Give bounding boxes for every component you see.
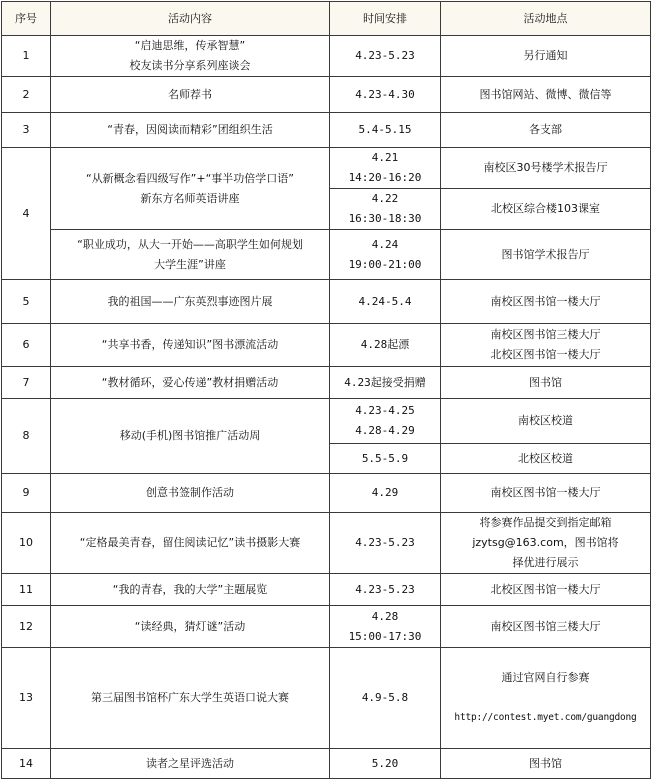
- row-time: 4.28 15:00-17:30: [330, 606, 441, 648]
- row-no: 12: [2, 606, 51, 648]
- row-place: 北校区综合楼103课室: [441, 189, 651, 230]
- row-place: 图书馆网站、微博、微信等: [441, 77, 651, 113]
- row-no: 2: [2, 77, 51, 113]
- row-time: 4.9-5.8: [330, 648, 441, 749]
- row-no: 1: [2, 36, 51, 77]
- row-activity: 名师荐书: [51, 77, 330, 113]
- row-place: [441, 648, 651, 749]
- row-no: 9: [2, 474, 51, 513]
- row-activity: 创意书签制作活动: [51, 474, 330, 513]
- table-row: [2, 648, 651, 749]
- row-place: 北校区图书馆一楼大厅: [441, 574, 651, 606]
- row-activity: “我的青春，我的大学”主题展览: [51, 574, 330, 606]
- row-no: 5: [2, 280, 51, 324]
- table-row: [2, 474, 651, 513]
- row-activity: “青春，因阅读而精彩”团组织生活: [51, 113, 330, 148]
- table-row: [2, 606, 651, 648]
- row-place: 南校区30号楼学术报告厅: [441, 148, 651, 189]
- row-no: 14: [2, 749, 51, 779]
- table-row: [2, 399, 651, 444]
- row-no: 13: [2, 648, 51, 749]
- row-activity: “读经典，猜灯谜”活动: [51, 606, 330, 648]
- row-no: 4: [2, 148, 51, 280]
- table-row: [2, 367, 651, 399]
- table-row: [2, 749, 651, 779]
- row-activity: 第三届图书馆杯广东大学生英语口说大赛: [51, 648, 330, 749]
- row-time: 5.20: [330, 749, 441, 779]
- row-activity: “职业成功，从大一开始——高职学生如何规划 大学生涯”讲座: [51, 230, 330, 280]
- row-place: 图书馆学术报告厅: [441, 230, 651, 280]
- table-row: [2, 77, 651, 113]
- table-row: [2, 113, 651, 148]
- row-time: 5.4-5.15: [330, 113, 441, 148]
- table-row: [2, 148, 651, 189]
- row-place: 将参赛作品提交到指定邮箱 jzytsg@163.com，图书馆将 择优进行展示: [441, 513, 651, 574]
- table-row: [2, 574, 651, 606]
- row-time: 4.23-4.30: [330, 77, 441, 113]
- row-place: 南校区图书馆三楼大厅 北校区图书馆一楼大厅: [441, 324, 651, 367]
- row-activity: 移动(手机)图书馆推广活动周: [51, 399, 330, 474]
- row-place-text: 通过官网自行参赛: [501, 671, 590, 684]
- row-time: 4.23-5.23: [330, 574, 441, 606]
- row-no: 8: [2, 399, 51, 474]
- table-row: [2, 324, 651, 367]
- row-place: 北校区校道: [441, 444, 651, 474]
- header-place: 活动地点: [441, 2, 651, 36]
- row-place: 南校区图书馆一楼大厅: [441, 474, 651, 513]
- row-place: 另行通知: [441, 36, 651, 77]
- row-activity: “共享书香，传递知识”图书漂流活动: [51, 324, 330, 367]
- row-place: 南校区图书馆三楼大厅: [441, 606, 651, 648]
- table-row: [2, 280, 651, 324]
- row-activity: “从新概念看四级写作”+“事半功倍学口语” 新东方名师英语讲座: [51, 148, 330, 230]
- row-time: 4.29: [330, 474, 441, 513]
- row-activity: “定格最美青春，留住阅读记忆”读书摄影大赛: [51, 513, 330, 574]
- table-row: [2, 230, 651, 280]
- row-activity: 我的祖国——广东英烈事迹图片展: [51, 280, 330, 324]
- header-no: 序号: [2, 2, 51, 36]
- row-activity: 读者之星评选活动: [51, 749, 330, 779]
- row-time: 4.23-4.25 4.28-4.29: [330, 399, 441, 444]
- header-time: 时间安排: [330, 2, 441, 36]
- header-row: [2, 2, 651, 36]
- row-no: 7: [2, 367, 51, 399]
- row-no: 6: [2, 324, 51, 367]
- header-activity: 活动内容: [51, 2, 330, 36]
- row-time: 4.24 19:00-21:00: [330, 230, 441, 280]
- row-time: 4.23-5.23: [330, 36, 441, 77]
- row-time: 4.23起接受捐赠: [330, 367, 441, 399]
- row-place: 南校区校道: [441, 399, 651, 444]
- row-time: 4.22 16:30-18:30: [330, 189, 441, 230]
- row-time: 4.28起漂: [330, 324, 441, 367]
- row-time: 4.24-5.4: [330, 280, 441, 324]
- row-no: 10: [2, 513, 51, 574]
- contest-url: http://contest.myet.com/guangdong: [454, 712, 637, 723]
- table-row: [2, 36, 651, 77]
- row-place: 南校区图书馆一楼大厅: [441, 280, 651, 324]
- activity-schedule-table: [1, 1, 651, 779]
- row-activity: “启迪思维，传承智慧” 校友读书分享系列座谈会: [51, 36, 330, 77]
- row-place: 图书馆: [441, 749, 651, 779]
- row-time: 5.5-5.9: [330, 444, 441, 474]
- row-place: 图书馆: [441, 367, 651, 399]
- row-no: 11: [2, 574, 51, 606]
- row-place: 各支部: [441, 113, 651, 148]
- row-activity: “教材循环，爱心传递”教材捐赠活动: [51, 367, 330, 399]
- row-time: 4.23-5.23: [330, 513, 441, 574]
- row-no: 3: [2, 113, 51, 148]
- row-time: 4.21 14:20-16:20: [330, 148, 441, 189]
- table-row: [2, 513, 651, 574]
